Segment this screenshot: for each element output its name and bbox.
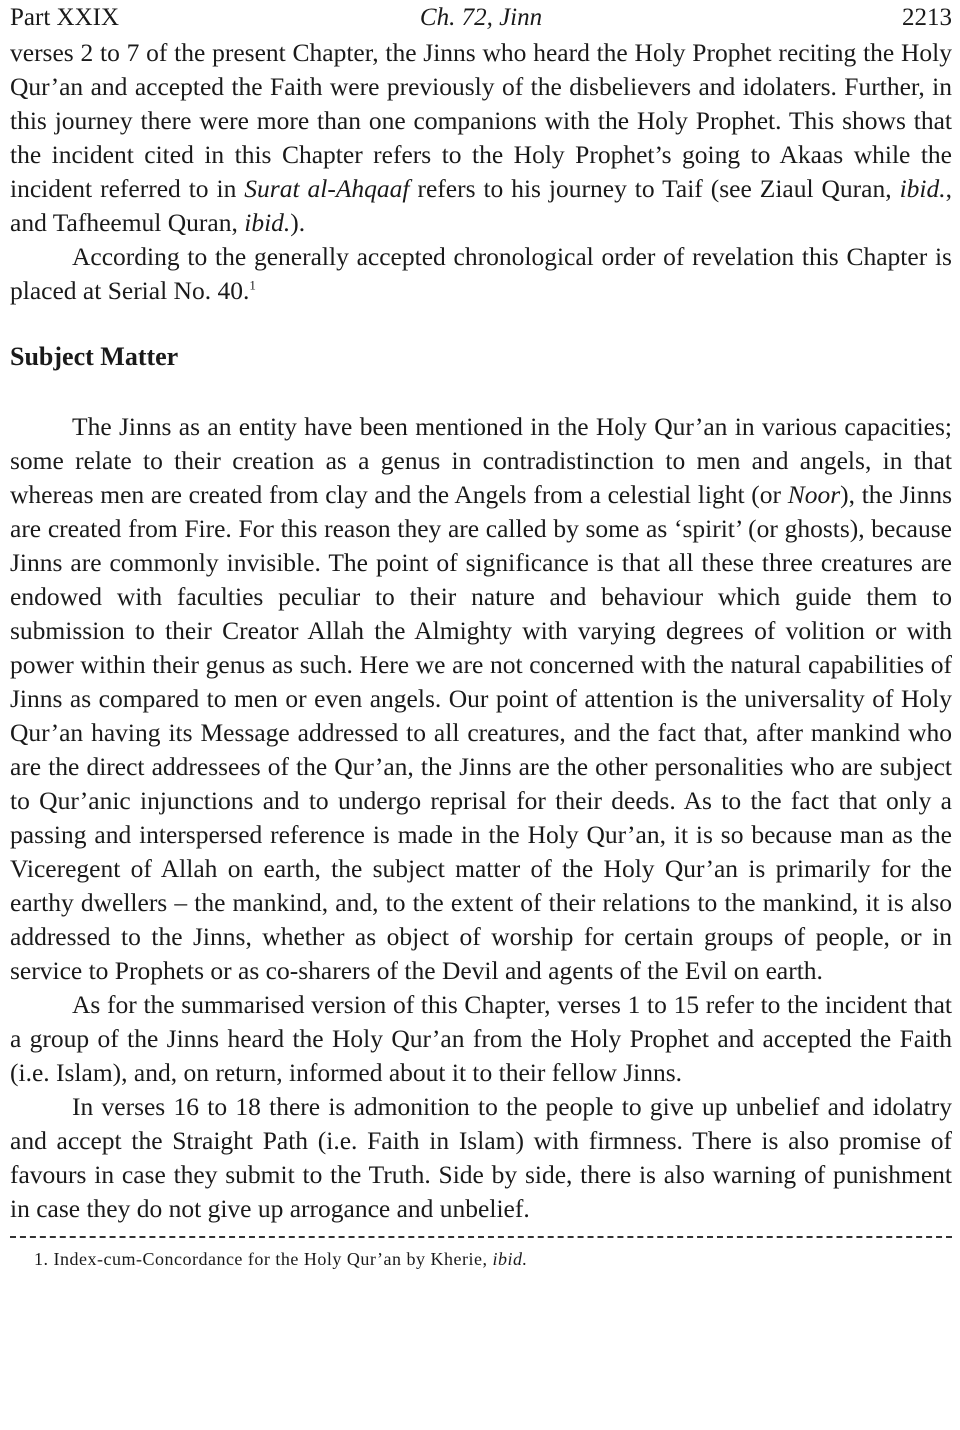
page-number: 2213 [902, 4, 952, 31]
intro-paragraph-2 [10, 240, 952, 308]
running-header [10, 0, 952, 36]
book-page [10, 0, 952, 1272]
footnote-text: 1. Index-cum-Concordance for the Holy Qur’an by Kherie, [34, 1249, 493, 1269]
section-paragraph-1 [10, 410, 952, 988]
footnote-divider [10, 1236, 952, 1238]
section-paragraph-3: In verses 16 to 18 there is admonition to the people to give up unbelief and idolatry and accept the Straight Path (i.e. Faith in Islam) with firmness. There is also promise of favours in case they submit to the Truth. Side by side, there is also warning of punishment in case they do not give up arrogance and unbelief. [10, 1092, 952, 1223]
footnote-marker: 1 [249, 277, 256, 293]
surah-name: Surat al-Ahqaaf [244, 174, 410, 203]
noor-term: Noor [787, 480, 841, 509]
ibid-ref-2: ibid. [244, 208, 291, 237]
intro-text-c: , and Tafheemul Quran, [10, 174, 952, 237]
section-paragraph-2: As for the summarised version of this Chapter, verses 1 to 15 refer to the incident that a group of the Jinns heard the Holy Qur’an from the Holy Prophet and accepted the Faith (i.e. Islam), and, on return, informed about it to their fellow Jinns. [10, 990, 952, 1087]
intro-text-b: refers to his journey to Taif (see Ziaul Quran, [409, 174, 900, 203]
ibid-ref-1: ibid. [899, 174, 946, 203]
footnote [10, 1246, 952, 1272]
intro-p2-text: According to the generally accepted chronological order of revelation this Chapter is placed at Serial No. 40. [10, 242, 952, 305]
chapter-title: Ch. 72, Jinn [419, 4, 543, 31]
section-heading: Subject Matter [10, 342, 179, 371]
section-p1-b: ), the Jinns are created from Fire. For this reason they are called by some as ‘spirit’ (or ghosts), because Jinns are commonly invisible. The point of significance is that all these three creatures are endowed with faculties peculiar to their nature and behaviour which guide them to submission to their Creator Allah the Almighty with varying degrees of volition or with power within their genus as such. Here we are not concerned with the natural capabilities of Jinns as compared to men or even angels. Our point of attention is the universality of Holy Qur’an having its Message addressed to all creatures, and the fact that, after mankind who are the direct addressees of the Qur’an, the Jinns are the other personalities who are subject to Qur’anic injunctions and to undergo reprisal for their deeds. As to the fact that only a passing and interspersed reference is made in the Holy Qur’an, it is so because man as the Viceregent of Allah on earth, the subject matter of the Holy Qur’an is primarily for the earthy dwellers – the mankind, and, to the extent of their relations to the mankind, it is also addressed to the Jinns, whether as object of worship for certain groups of people, or in service to Prophets or as co-sharers of the Devil and agents of the Evil on earth. [10, 480, 953, 985]
intro-paragraph-1 [10, 36, 952, 240]
intro-text [10, 36, 952, 308]
footnote-ibid: ibid. [492, 1249, 528, 1269]
part-label: Part XXIX [10, 4, 120, 31]
section-text [10, 410, 952, 1226]
section-p1-a: The Jinns as an entity have been mentioned in the Holy Qur’an in various capacities; some relate to their creation as a genus in contradistinction to men and angels, in that whereas men are created from clay and the Angels from a celestial light (or [10, 412, 952, 509]
intro-text-d: ). [290, 208, 306, 237]
intro-text-a: verses 2 to 7 of the present Chapter, the Jinns who heard the Holy Prophet reciting the Holy Qur’an and accepted the Faith were previously of the disbelievers and idolaters. Further, in this journey there were more than one companions with the Holy Prophet. This shows that the incident cited in this Chapter refers to the Holy Prophet’s going to Akaas while the incident referred to in [10, 38, 952, 203]
